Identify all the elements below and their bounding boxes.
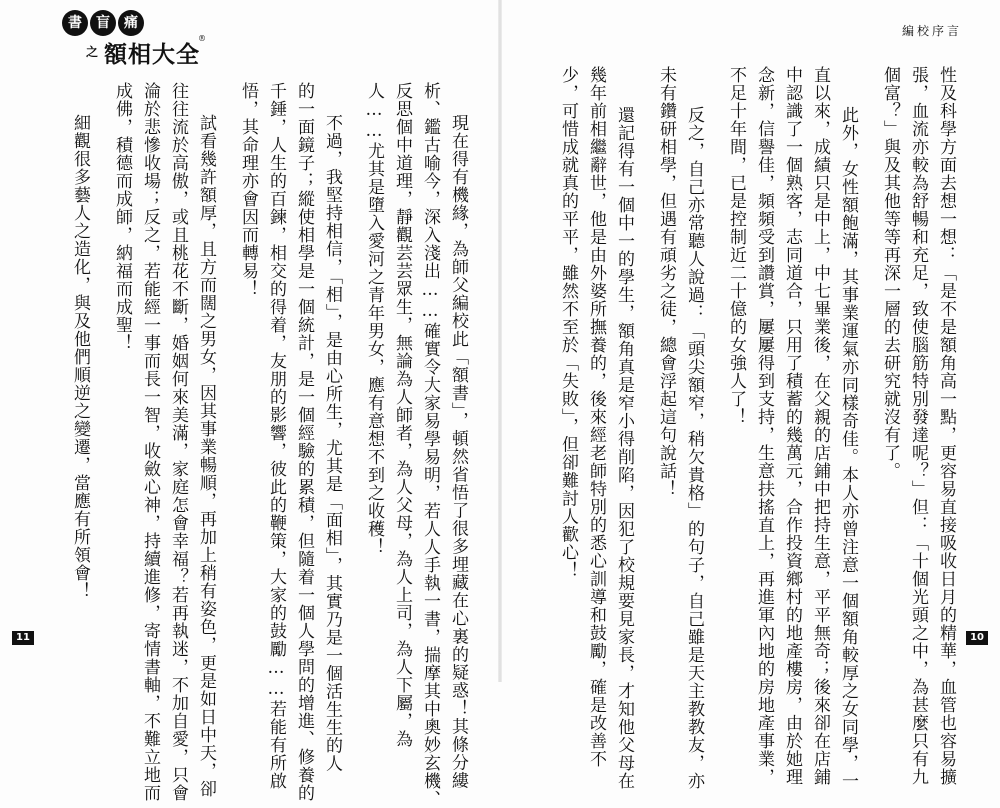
text-column: 少，可惜成就真的平平，雖然不至於「失敗」，但卻難討人歡心！ xyxy=(558,66,578,580)
text-column: 還記得有一個中一的學生，額角真是窄小得削陷，因犯了校規要見家長，才知他父母在 xyxy=(614,106,634,790)
logo-circles xyxy=(62,10,144,36)
right-page xyxy=(500,0,1000,790)
text-column: 人……尤其是墮入愛河之青年男女，應有意想不到之收穫！ xyxy=(364,82,384,556)
text-column: 張，血流亦較為舒暢和充足，致使腦筋特別發達呢？」但：「十個光頭之中，為甚麼只有九 xyxy=(908,66,928,786)
text-column: 成佛，積德而成師，納福而成聖！ xyxy=(112,82,132,352)
text-column: 反思個中道理，靜觀芸芸眾生，無論為人師者，為人父母，為人上司，為人下屬，為 xyxy=(392,82,412,748)
text-column: 此外，女性額飽滿，其事業運氣亦同樣奇佳。本人亦曾注意一個額角較厚之女同學，一 xyxy=(838,106,858,790)
page-number-left: 11 xyxy=(12,631,34,645)
text-column: 直以來，成績只是中上，中七畢業後，在父親的店鋪中把持生意，平平無奇；後來卻在店鋪 xyxy=(810,66,830,786)
registered-mark: ® xyxy=(198,34,206,43)
text-column: 不足十年間，已是控制近二十億的女強人了！ xyxy=(726,66,746,426)
text-column: 悟，其命理亦會因而轉易！ xyxy=(238,82,258,298)
text-column: 幾年前相繼辭世，他是由外婆所撫養的，後來經老師特別的悉心訓導和鼓勵，確是改善不 xyxy=(586,66,606,768)
series-logo xyxy=(58,10,208,72)
text-column: 淪於悲慘收場；反之，若能經一事而長一智，收斂心神，持續進修，寄情書軸，不難立地而 xyxy=(140,82,160,802)
logo-circle-1: 書 xyxy=(62,10,88,36)
text-column: 中認識了一個熟客，志同道合，只用了積蓄的幾萬元，合作投資鄉村的地產樓房，由於她理 xyxy=(782,66,802,786)
text-column: 析、鑑古喻今，深入淺出……確實令大家易學易明，若人人手執一書，揣摩其中奧妙玄機、 xyxy=(420,82,440,808)
logo-small-char: 之 xyxy=(86,45,99,59)
text-column: 反之，自己亦常聽人說過：「頭尖額窄，稍欠貴格」的句子，自己雖是天主教教友，亦 xyxy=(684,106,704,790)
text-column: 試看幾許額厚，且方而闊之男女，因其事業暢順，再加上稍有姿色，更是如日中天，卻 xyxy=(196,114,216,798)
running-head: 編校序言 xyxy=(901,24,962,38)
page-number-right: 10 xyxy=(966,631,988,645)
logo-circle-2: 盲 xyxy=(90,10,116,36)
text-column: 現在得有機緣，為師父編校此「額書」，頓然省悟了很多埋藏在心裏的疑惑！其條分縷 xyxy=(448,114,468,790)
logo-circle-3: 痛 xyxy=(118,10,144,36)
text-column: 性及科學方面去想一想：「是不是額角高一點，更容易直接吸收日月的精華，血管也容易擴 xyxy=(936,66,956,786)
book-title: 額相大全 xyxy=(104,41,200,68)
text-column: 念新，信譽佳，頻頻受到讚賞，屢屢得到支持，生意扶搖直上，再進軍內地的房地產事業， xyxy=(754,66,774,786)
text-column: 的一面鏡子；縱使相學是一個統計，是一個經驗的累積，但隨着一個人學問的增進、修養的 xyxy=(294,82,314,802)
text-column: 不過，我堅持相信，「相」，是由心所生，尤其是「面相」，其實乃是一個活生生的人 xyxy=(322,114,342,773)
text-column: 千錘，人生的百鍊，相交的得着，友朋的影響，彼此的鞭策，大家的鼓勵……若能有所啟 xyxy=(266,82,286,790)
text-column: 細觀很多藝人之造化，與及他們順逆之變遷，當應有所領會！ xyxy=(70,114,90,600)
text-column: 個富？」與及其他等等再深一層的去研究就沒有了。 xyxy=(880,66,900,480)
text-column: 往往流於高傲，或且桃花不斷，婚姻何來美滿，家庭怎會幸福？若再執迷，不加自愛，只會 xyxy=(168,82,188,802)
text-column: 未有鑽研相學，但遇有頑劣之徒，總會浮起這句說話！ xyxy=(656,66,676,498)
